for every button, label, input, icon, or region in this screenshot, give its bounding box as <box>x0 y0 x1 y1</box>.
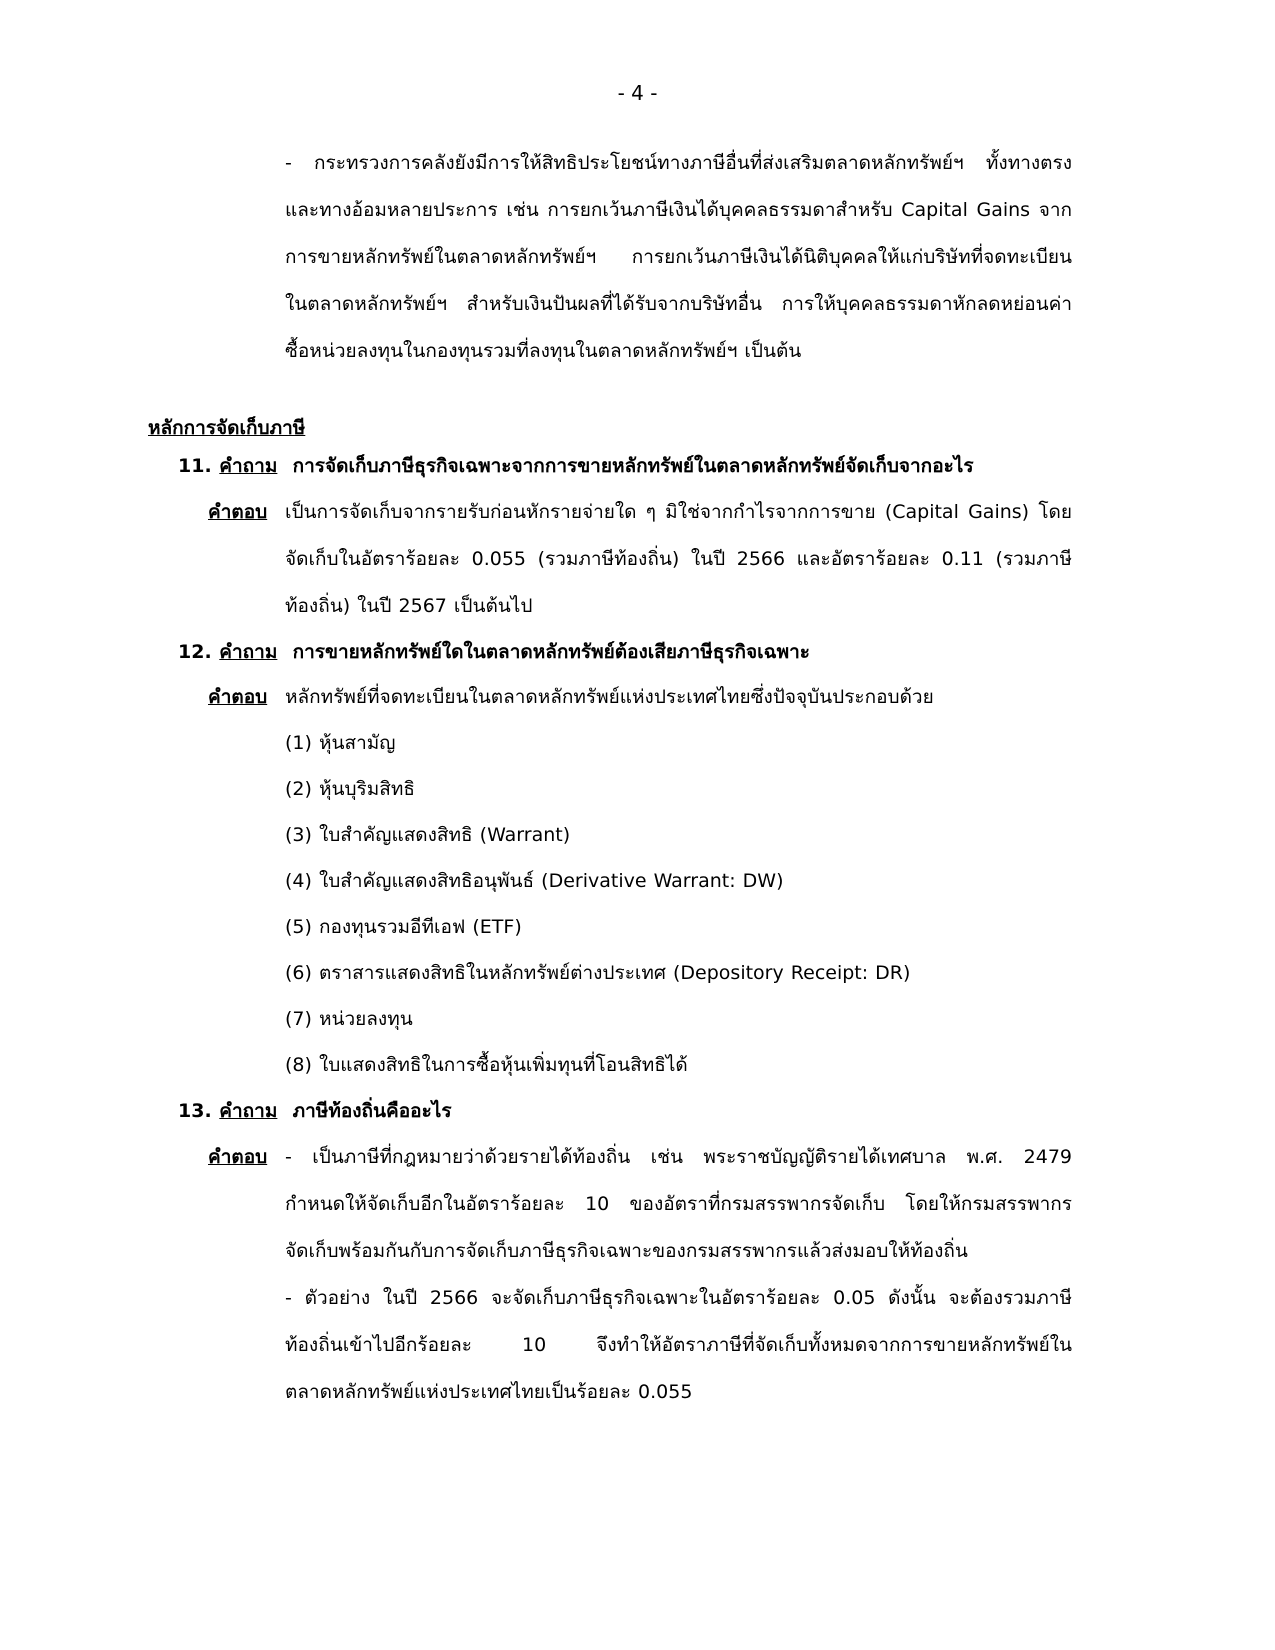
answer-line: เป็นการจัดเก็บจากรายรับก่อนหักรายจ่ายใด ๆ มิใช่จากกำไรจากการขาย (Capital Gains) โดย <box>285 501 1072 523</box>
question-label: คำถาม <box>219 455 278 477</box>
answer-line: จัดเก็บพร้อมกันกับการจัดเก็บภาษีธุรกิจเฉพาะของกรมสรรพากรแล้วส่งมอบให้ท้องถิ่น <box>285 1240 968 1262</box>
answer-line: - เป็นภาษีที่กฎหมายว่าด้วยรายได้ท้องถิ่น เช่น พระราชบัญญัติรายได้เทศบาล พ.ศ. 2479 <box>285 1146 1072 1168</box>
section-heading: หลักการจัดเก็บภาษี <box>148 417 306 439</box>
answer-label: คำตอบ <box>208 1146 268 1168</box>
list-item: (3) ใบสำคัญแสดงสิทธิ (Warrant) <box>285 824 571 846</box>
intro-line: การขายหลักทรัพย์ในตลาดหลักทรัพย์ฯ การยกเว้นภาษีเงินได้นิติบุคคลให้แก่บริษัทที่จดทะเบียน <box>285 246 1072 268</box>
answer-line: - ตัวอย่าง ในปี 2566 จะจัดเก็บภาษีธุรกิจเฉพาะในอัตราร้อยละ 0.05 ดังนั้น จะต้องรวมภาษี <box>285 1287 1072 1309</box>
answer-label-row <box>208 497 280 527</box>
question-number: 11. <box>178 455 212 477</box>
list-item: (4) ใบสำคัญแสดงสิทธิอนุพันธ์ (Derivative Warrant: DW) <box>285 870 784 892</box>
question-row <box>178 451 974 481</box>
answer-label: คำตอบ <box>208 686 268 708</box>
answer-line: จัดเก็บในอัตราร้อยละ 0.055 (รวมภาษีท้องถิ่น) ในปี 2566 และอัตราร้อยละ 0.11 (รวมภาษี <box>285 548 1072 570</box>
question-number: 13. <box>178 1100 212 1122</box>
intro-line: ในตลาดหลักทรัพย์ฯ สำหรับเงินปันผลที่ได้รับจากบริษัทอื่น การให้บุคคลธรรมดาหักลดหย่อนค่า <box>285 293 1072 315</box>
intro-line: ซื้อหน่วยลงทุนในกองทุนรวมที่ลงทุนในตลาดหลักทรัพย์ฯ เป็นต้น <box>285 340 802 362</box>
list-item: (8) ใบแสดงสิทธิในการซื้อหุ้นเพิ่มทุนที่โอนสิทธิได้ <box>285 1054 688 1076</box>
question-label: คำถาม <box>219 641 278 663</box>
page-number: - 4 - <box>617 81 658 105</box>
answer-line: กำหนดให้จัดเก็บอีกในอัตราร้อยละ 10 ของอัตราที่กรมสรรพากรจัดเก็บ โดยให้กรมสรรพากร <box>285 1193 1072 1215</box>
question-row <box>178 637 810 667</box>
intro-line: - กระทรวงการคลังยังมีการให้สิทธิประโยชน์ทางภาษีอื่นที่ส่งเสริมตลาดหลักทรัพย์ฯ ทั้งทางตรง <box>285 152 1072 174</box>
intro-line: และทางอ้อมหลายประการ เช่น การยกเว้นภาษีเงินได้บุคคลธรรมดาสำหรับ Capital Gains จาก <box>285 199 1072 221</box>
question-text: การจัดเก็บภาษีธุรกิจเฉพาะจากการขายหลักทรัพย์ในตลาดหลักทรัพย์จัดเก็บจากอะไร <box>292 455 974 477</box>
question-row <box>178 1096 452 1126</box>
list-item: (7) หน่วยลงทุน <box>285 1008 413 1030</box>
question-text: การขายหลักทรัพย์ใดในตลาดหลักทรัพย์ต้องเสียภาษีธุรกิจเฉพาะ <box>292 641 811 663</box>
answer-line: ท้องถิ่นเข้าไปอีกร้อยละ 10 จึงทำให้อัตราภาษีที่จัดเก็บทั้งหมดจากการขายหลักทรัพย์ใน <box>285 1334 1072 1356</box>
list-item: (2) หุ้นบุริมสิทธิ <box>285 778 415 800</box>
answer-label-row <box>208 1142 280 1172</box>
answer-line: ท้องถิ่น) ในปี 2567 เป็นต้นไป <box>285 595 533 617</box>
answer-line: หลักทรัพย์ที่จดทะเบียนในตลาดหลักทรัพย์แห่งประเทศไทยซึ่งปัจจุบันประกอบด้วย <box>285 686 934 708</box>
question-number: 12. <box>178 641 212 663</box>
answer-line: ตลาดหลักทรัพย์แห่งประเทศไทยเป็นร้อยละ 0.055 <box>285 1381 693 1403</box>
list-item: (6) ตราสารแสดงสิทธิในหลักทรัพย์ต่างประเทศ (Depository Receipt: DR) <box>285 962 911 984</box>
question-text: ภาษีท้องถิ่นคืออะไร <box>292 1100 452 1122</box>
list-item: (5) กองทุนรวมอีทีเอฟ (ETF) <box>285 916 522 938</box>
answer-label: คำตอบ <box>208 501 268 523</box>
answer-label-row <box>208 682 280 712</box>
question-label: คำถาม <box>219 1100 278 1122</box>
list-item: (1) หุ้นสามัญ <box>285 732 396 754</box>
